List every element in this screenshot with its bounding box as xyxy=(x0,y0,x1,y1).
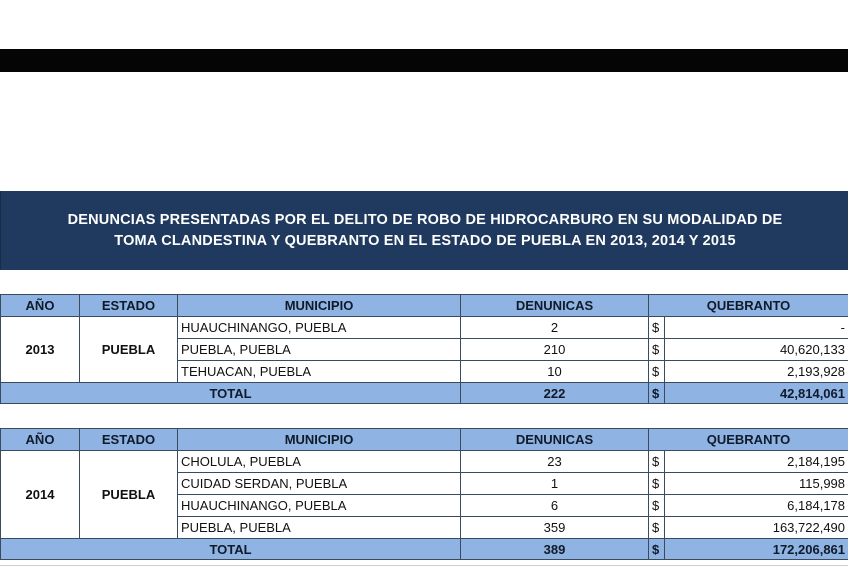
header-complaints: DENUNICAS xyxy=(461,295,649,317)
header-complaints: DENUNICAS xyxy=(461,429,649,451)
table-row xyxy=(1,317,848,339)
header-state: ESTADO xyxy=(80,295,178,317)
total-currency: $ xyxy=(649,383,665,404)
municipality-cell: TEHUACAN, PUEBLA xyxy=(178,361,461,383)
complaints-cell: 210 xyxy=(461,339,649,361)
total-row xyxy=(1,539,848,560)
header-row xyxy=(1,429,848,451)
complaints-cell: 1 xyxy=(461,473,649,495)
currency-cell: $ xyxy=(649,317,665,339)
currency-cell: $ xyxy=(649,473,665,495)
header-municipality: MUNICIPIO xyxy=(178,429,461,451)
table-row xyxy=(1,451,848,473)
header-year: AÑO xyxy=(1,295,80,317)
loss-cell: - xyxy=(665,317,848,339)
loss-cell: 6,184,178 xyxy=(665,495,848,517)
currency-cell: $ xyxy=(649,451,665,473)
currency-cell: $ xyxy=(649,361,665,383)
loss-cell: 2,184,195 xyxy=(665,451,848,473)
total-complaints: 389 xyxy=(461,539,649,560)
complaints-cell: 23 xyxy=(461,451,649,473)
table-2013 xyxy=(0,294,848,404)
loss-cell: 115,998 xyxy=(665,473,848,495)
complaints-cell: 2 xyxy=(461,317,649,339)
total-currency: $ xyxy=(649,539,665,560)
municipality-cell: PUEBLA, PUEBLA xyxy=(178,339,461,361)
title-line-2: TOMA CLANDESTINA Y QUEBRANTO EN EL ESTADO DE PUEBLA EN 2013, 2014 Y 2015 xyxy=(114,232,736,249)
bottom-divider xyxy=(0,565,848,566)
header-row xyxy=(1,295,848,317)
total-complaints: 222 xyxy=(461,383,649,404)
header-loss: QUEBRANTO xyxy=(649,429,848,451)
loss-cell: 2,193,928 xyxy=(665,361,848,383)
title-line-1: DENUNCIAS PRESENTADAS POR EL DELITO DE ROBO DE HIDROCARBURO EN SU MODALIDAD DE xyxy=(67,211,783,228)
municipality-cell: CUIDAD SERDAN, PUEBLA xyxy=(178,473,461,495)
year-cell: 2014 xyxy=(1,451,80,539)
complaints-cell: 6 xyxy=(461,495,649,517)
total-label: TOTAL xyxy=(1,539,461,560)
table-2014 xyxy=(0,428,848,560)
municipality-cell: HUAUCHINANGO, PUEBLA xyxy=(178,495,461,517)
total-loss: 42,814,061 xyxy=(665,383,848,404)
currency-cell: $ xyxy=(649,339,665,361)
top-black-bar xyxy=(0,49,848,72)
municipality-cell: HUAUCHINANGO, PUEBLA xyxy=(178,317,461,339)
municipality-cell: CHOLULA, PUEBLA xyxy=(178,451,461,473)
spacer-row xyxy=(0,270,848,295)
total-label: TOTAL xyxy=(1,383,461,404)
loss-cell: 163,722,490 xyxy=(665,517,848,539)
state-cell: PUEBLA xyxy=(80,451,178,539)
year-cell: 2013 xyxy=(1,317,80,383)
table-title-banner xyxy=(0,191,848,270)
currency-cell: $ xyxy=(649,495,665,517)
header-municipality: MUNICIPIO xyxy=(178,295,461,317)
loss-cell: 40,620,133 xyxy=(665,339,848,361)
total-row xyxy=(1,383,848,404)
municipality-cell: PUEBLA, PUEBLA xyxy=(178,517,461,539)
state-cell: PUEBLA xyxy=(80,317,178,383)
total-loss: 172,206,861 xyxy=(665,539,848,560)
currency-cell: $ xyxy=(649,517,665,539)
header-loss: QUEBRANTO xyxy=(649,295,848,317)
header-year: AÑO xyxy=(1,429,80,451)
complaints-cell: 359 xyxy=(461,517,649,539)
complaints-cell: 10 xyxy=(461,361,649,383)
header-state: ESTADO xyxy=(80,429,178,451)
